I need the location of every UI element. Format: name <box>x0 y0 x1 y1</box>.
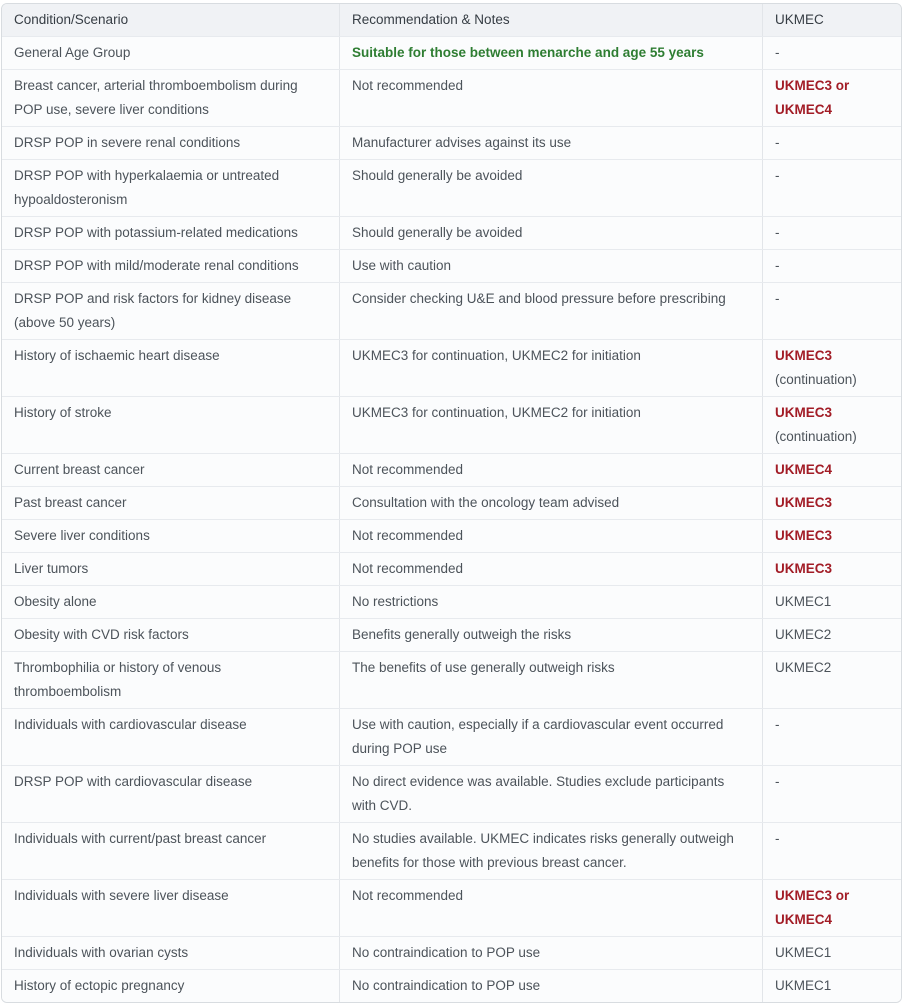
table-row <box>2 651 901 708</box>
ukmec-line: UKMEC4 <box>775 462 833 477</box>
ukmec-line: (continuation) <box>775 372 857 387</box>
recommendation-cell: Consultation with the oncology team advised <box>339 487 763 519</box>
recommendation-cell: No contraindication to POP use <box>339 970 763 1002</box>
recommendation-cell: No direct evidence was available. Studies exclude participants with CVD. <box>339 766 763 822</box>
table-row <box>2 585 901 618</box>
table-row <box>2 519 901 552</box>
ukmec-line: - <box>775 258 780 273</box>
ukmec-cell <box>763 397 901 453</box>
condition-cell: DRSP POP with potassium-related medications <box>14 225 298 240</box>
ukmec-cell <box>763 217 901 249</box>
table-row <box>2 36 901 69</box>
condition-cell: Past breast cancer <box>14 495 127 510</box>
ukmec-line: UKMEC4 <box>775 912 833 927</box>
table-row <box>2 879 901 936</box>
table-row <box>2 126 901 159</box>
column-header-condition: Condition/Scenario <box>14 12 129 27</box>
recommendation-cell: No restrictions <box>339 586 763 618</box>
condition-cell: DRSP POP in severe renal conditions <box>14 135 241 150</box>
ukmec-cell <box>763 586 901 618</box>
ukmec-line: UKMEC1 <box>775 978 832 993</box>
recommendation-cell: No studies available. UKMEC indicates risks generally outweigh benefits for those with previous breast cancer. <box>339 823 763 879</box>
recommendation-cell: UKMEC3 for continuation, UKMEC2 for initiation <box>339 397 763 453</box>
recommendation-cell: Suitable for those between menarche and age 55 years <box>339 37 763 69</box>
ukmec-line: - <box>775 45 780 60</box>
condition-cell: Thrombophilia or history of venous thromboembolism <box>14 660 222 699</box>
ukmec-line: UKMEC3 <box>775 561 833 576</box>
condition-cell: Severe liver conditions <box>14 528 150 543</box>
table-row <box>2 396 901 453</box>
ukmec-recommendation-table <box>1 3 902 1003</box>
ukmec-cell <box>763 283 901 339</box>
ukmec-line: (continuation) <box>775 429 857 444</box>
recommendation-cell: Not recommended <box>339 70 763 126</box>
condition-cell: Obesity alone <box>14 594 97 609</box>
ukmec-cell <box>763 160 901 216</box>
ukmec-cell <box>763 553 901 585</box>
ukmec-cell <box>763 652 901 708</box>
table-row <box>2 282 901 339</box>
condition-cell: Individuals with severe liver disease <box>14 888 229 903</box>
recommendation-cell: UKMEC3 for continuation, UKMEC2 for initiation <box>339 340 763 396</box>
ukmec-cell <box>763 487 901 519</box>
ukmec-line: UKMEC3 <box>775 348 833 363</box>
ukmec-line: UKMEC1 <box>775 594 832 609</box>
recommendation-cell: Not recommended <box>339 880 763 936</box>
condition-cell: Liver tumors <box>14 561 89 576</box>
condition-cell: General Age Group <box>14 45 131 60</box>
condition-cell: History of stroke <box>14 405 112 420</box>
condition-cell: Individuals with cardiovascular disease <box>14 717 247 732</box>
recommendation-cell: Not recommended <box>339 520 763 552</box>
recommendation-cell: Should generally be avoided <box>339 217 763 249</box>
table-row <box>2 552 901 585</box>
recommendation-cell: Consider checking U&E and blood pressure before prescribing <box>339 283 763 339</box>
condition-cell: DRSP POP with hyperkalaemia or untreated hypoaldosteronism <box>14 168 280 207</box>
recommendation-cell: Benefits generally outweigh the risks <box>339 619 763 651</box>
table-row <box>2 216 901 249</box>
condition-cell: Obesity with CVD risk factors <box>14 627 189 642</box>
table-row <box>2 486 901 519</box>
ukmec-cell <box>763 766 901 822</box>
ukmec-line: UKMEC2 <box>775 627 832 642</box>
recommendation-cell: Use with caution <box>339 250 763 282</box>
recommendation-cell: The benefits of use generally outweigh risks <box>339 652 763 708</box>
recommendation-cell: No contraindication to POP use <box>339 937 763 969</box>
column-header-ukmec: UKMEC <box>775 12 824 27</box>
ukmec-line: - <box>775 774 780 789</box>
ukmec-line: UKMEC3 <box>775 528 833 543</box>
recommendation-cell: Should generally be avoided <box>339 160 763 216</box>
condition-cell: DRSP POP with mild/moderate renal conditions <box>14 258 299 273</box>
condition-cell: History of ectopic pregnancy <box>14 978 185 993</box>
ukmec-cell <box>763 520 901 552</box>
ukmec-line: UKMEC2 <box>775 660 832 675</box>
recommendation-cell: Use with caution, especially if a cardiovascular event occurred during POP use <box>339 709 763 765</box>
ukmec-cell <box>763 970 901 1002</box>
condition-cell: Breast cancer, arterial thromboembolism during POP use, severe liver conditions <box>14 78 298 117</box>
condition-cell: Individuals with current/past breast cancer <box>14 831 267 846</box>
ukmec-line: - <box>775 168 780 183</box>
ukmec-cell <box>763 340 901 396</box>
condition-cell: Current breast cancer <box>14 462 145 477</box>
ukmec-line: - <box>775 135 780 150</box>
ukmec-line: UKMEC3 or <box>775 78 850 93</box>
table-row <box>2 969 901 1002</box>
recommendation-cell: Not recommended <box>339 553 763 585</box>
ukmec-line: UKMEC3 or <box>775 888 850 903</box>
table-row <box>2 159 901 216</box>
table-row <box>2 453 901 486</box>
recommendation-cell: Manufacturer advises against its use <box>339 127 763 159</box>
ukmec-line: - <box>775 291 780 306</box>
ukmec-cell <box>763 37 901 69</box>
ukmec-cell <box>763 454 901 486</box>
condition-cell: DRSP POP with cardiovascular disease <box>14 774 253 789</box>
condition-cell: History of ischaemic heart disease <box>14 348 220 363</box>
table-body <box>2 36 901 1002</box>
ukmec-line: UKMEC3 <box>775 495 833 510</box>
ukmec-cell <box>763 937 901 969</box>
ukmec-line: - <box>775 717 780 732</box>
table-row <box>2 618 901 651</box>
table-row <box>2 339 901 396</box>
table-row <box>2 249 901 282</box>
ukmec-line: UKMEC1 <box>775 945 832 960</box>
ukmec-line: UKMEC3 <box>775 405 833 420</box>
ukmec-line: - <box>775 225 780 240</box>
ukmec-cell <box>763 619 901 651</box>
table-row <box>2 708 901 765</box>
ukmec-line: UKMEC4 <box>775 102 833 117</box>
ukmec-cell <box>763 250 901 282</box>
ukmec-cell <box>763 880 901 936</box>
table-row <box>2 765 901 822</box>
condition-cell: DRSP POP and risk factors for kidney disease (above 50 years) <box>14 291 292 330</box>
table-header-row <box>2 4 901 36</box>
table-row <box>2 936 901 969</box>
ukmec-cell <box>763 127 901 159</box>
recommendation-cell: Not recommended <box>339 454 763 486</box>
ukmec-line: - <box>775 831 780 846</box>
ukmec-cell <box>763 709 901 765</box>
ukmec-cell <box>763 823 901 879</box>
ukmec-cell <box>763 70 901 126</box>
condition-cell: Individuals with ovarian cysts <box>14 945 189 960</box>
column-header-recommendation: Recommendation & Notes <box>339 4 763 36</box>
table-row <box>2 69 901 126</box>
table-row <box>2 822 901 879</box>
